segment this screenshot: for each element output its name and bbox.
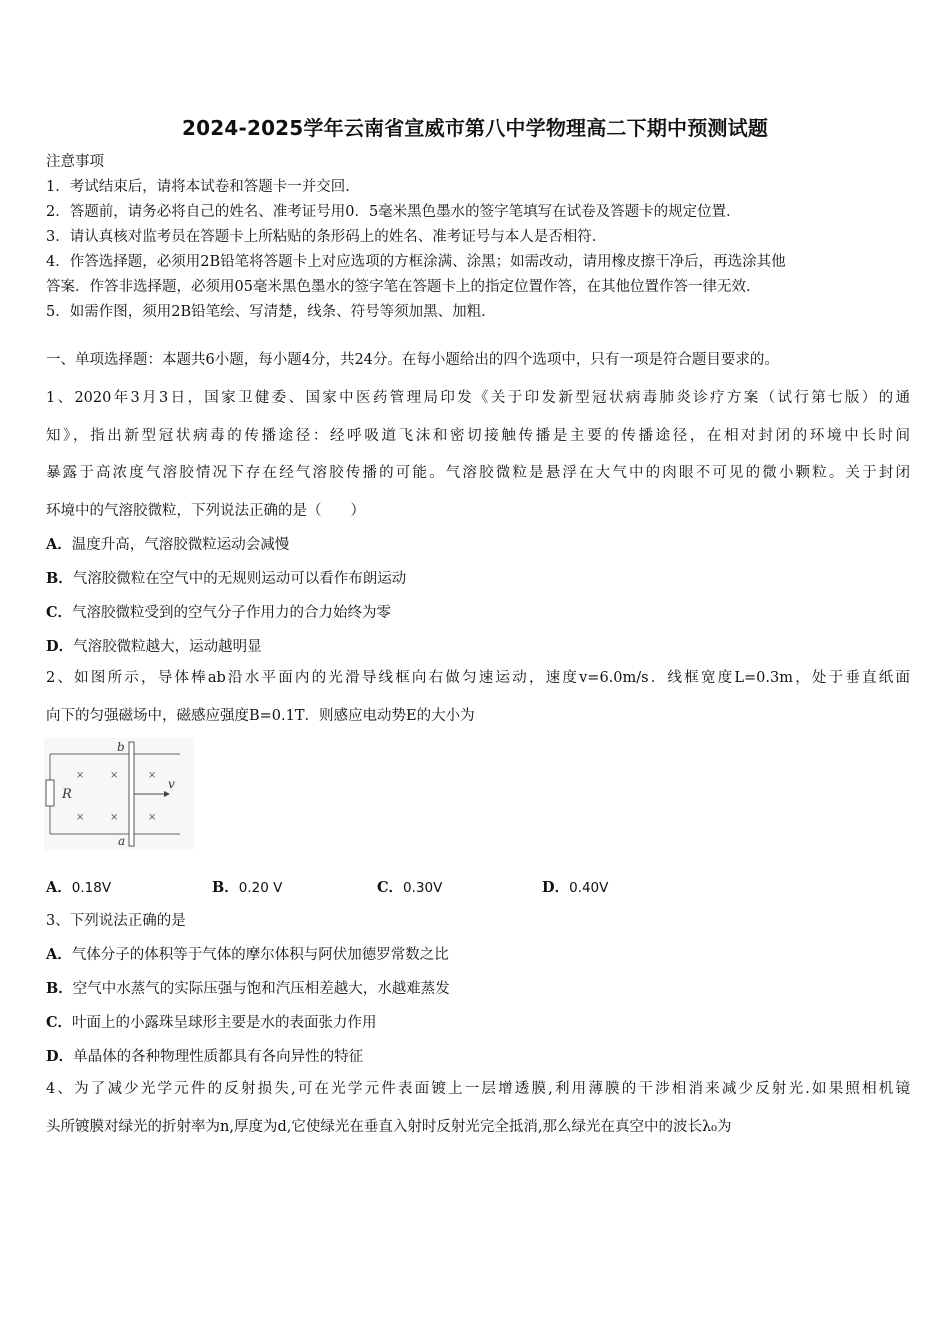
notice-item: 3．请认真核对监考员在答题卡上所粘贴的条形码上的姓名、准考证号与本人是否相符．	[46, 229, 607, 245]
question-3-option-b	[46, 977, 450, 998]
question-1-option-a	[46, 533, 289, 554]
question-2-option-c	[377, 876, 442, 897]
question-3-option-c	[46, 1011, 377, 1032]
option-text: 叶面上的小露珠呈球形主要是水的表面张力作用	[72, 1015, 377, 1031]
notice-heading: 注意事项	[46, 154, 104, 170]
section-heading: 一、单项选择题：本题共6小题，每小题4分，共24分。在每小题给出的四个选项中，只有一项是符合题目要求的。	[46, 352, 779, 368]
question-line: 环境中的气溶胶微粒，下列说法正确的是（ ）	[46, 502, 365, 519]
option-label: D．	[46, 638, 74, 655]
option-label: B．	[46, 570, 73, 587]
page-title: 2024-2025学年云南省宣威市第八中学物理高二下期中预测试题	[181, 116, 769, 140]
option-label: A．	[46, 946, 72, 963]
field-cross: ×	[110, 770, 119, 781]
option-text: 0.18V	[71, 880, 112, 896]
resistor-symbol	[46, 780, 54, 806]
question-1-option-c	[46, 601, 391, 622]
question-3-stem: 3、下列说法正确的是	[46, 913, 186, 929]
label-b: b	[117, 740, 125, 754]
field-cross: ×	[110, 812, 119, 823]
option-text: 0.30V	[403, 880, 443, 896]
question-line: 2、如图所示，导体棒ab沿水平面内的光滑导线框向右做匀速运动，速度v=6.0m/s．线框宽度L=0.3m，处于垂直纸面	[46, 670, 910, 686]
option-text: 空气中水蒸气的实际压强与饱和汽压相差越大，水越难蒸发	[72, 981, 450, 997]
option-text: 温度升高，气溶胶微粒运动会减慢	[71, 537, 290, 553]
circuit-figure	[44, 738, 194, 850]
circuit-diagram	[44, 738, 194, 850]
option-label: D．	[46, 1048, 74, 1065]
option-text: 气溶胶微粒在空气中的无规则运动可以看作布朗运动	[72, 571, 407, 587]
notice-item: 4．作答选择题，必须用2B铅笔将答题卡上对应选项的方框涂满、涂黑；如需改动，请用橡皮擦干净后，再选涂其他	[46, 254, 786, 270]
option-label: B．	[212, 879, 239, 896]
notice-item: 5．如需作图，须用2B铅笔绘、写清楚，线条、符号等须加黑、加粗．	[46, 304, 496, 320]
option-label: A．	[46, 879, 72, 896]
question-line: 暴露于高浓度气溶胶情况下存在经气溶胶传播的可能。气溶胶微粒是悬浮在大气中的肉眼不可见的微小颗粒。关于封闭	[46, 465, 910, 481]
label-v: v	[168, 777, 175, 791]
option-text: 0.40V	[569, 880, 609, 896]
option-text: 0.20 V	[238, 880, 283, 896]
question-1-stem	[46, 380, 910, 530]
question-3-option-d	[46, 1045, 363, 1066]
option-label: C．	[46, 604, 73, 621]
question-2-option-d	[542, 876, 608, 897]
option-text: 单晶体的各种物理性质都具有各向异性的特征	[73, 1049, 364, 1065]
option-label: B．	[46, 980, 73, 997]
question-2-stem	[46, 660, 910, 735]
label-a: a	[118, 834, 126, 848]
field-cross: ×	[148, 812, 157, 823]
notice-block	[46, 150, 916, 325]
notice-item: 答案．作答非选择题，必须用05毫米黑色墨水的签字笔在答题卡上的指定位置作答，在其他位置作答一律无效．	[46, 279, 761, 295]
question-line: 1、2020年3月3日，国家卫健委、国家中医药管理局印发《关于印发新型冠状病毒肺炎诊疗方案（试行第七版）的通	[46, 390, 910, 406]
question-line: 向下的匀强磁场中，磁感应强度B=0.1T．则感应电动势E的大小为	[46, 707, 475, 724]
question-4-stem	[46, 1071, 910, 1146]
question-line: 知》，指出新型冠状病毒的传播途径：经呼吸道飞沫和密切接触传播是主要的传播途径，在相对封闭的环境中长时间	[46, 427, 910, 444]
question-1-option-d	[46, 635, 262, 656]
question-1-option-b	[46, 567, 406, 588]
option-label: A．	[46, 536, 72, 553]
option-label: D．	[542, 879, 570, 896]
field-cross: ×	[76, 770, 85, 781]
question-line: 头所镀膜对绿光的折射率为n,厚度为d,它使绿光在垂直入射时反射光完全抵消,那么绿光在真空中的波长λ₀为	[46, 1118, 732, 1135]
notice-item: 1．考试结束后，请将本试卷和答题卡一并交回．	[46, 179, 360, 195]
question-2-option-a	[46, 876, 111, 897]
question-line: 4、为了减少光学元件的反射损失,可在光学元件表面镀上一层增透膜,利用薄膜的干涉相消来减少反射光.如果照相机镜	[46, 1081, 910, 1097]
notice-item: 2．答题前，请务必将自己的姓名、准考证号用0．5毫米黑色墨水的签字笔填写在试卷及答题卡的规定位置．	[46, 204, 741, 220]
label-r: R	[62, 787, 72, 802]
field-cross: ×	[148, 770, 157, 781]
question-2-option-b	[212, 876, 282, 897]
field-cross: ×	[76, 812, 85, 823]
option-text: 气溶胶微粒越大，运动越明显	[73, 639, 262, 655]
conductor-rod	[129, 742, 134, 846]
option-text: 气溶胶微粒受到的空气分子作用力的合力始终为零	[72, 605, 392, 621]
question-3-option-a	[46, 943, 449, 964]
option-label: C．	[46, 1014, 73, 1031]
option-text: 气体分子的体积等于气体的摩尔体积与阿伏加德罗常数之比	[71, 947, 449, 963]
option-label: C．	[377, 879, 404, 896]
